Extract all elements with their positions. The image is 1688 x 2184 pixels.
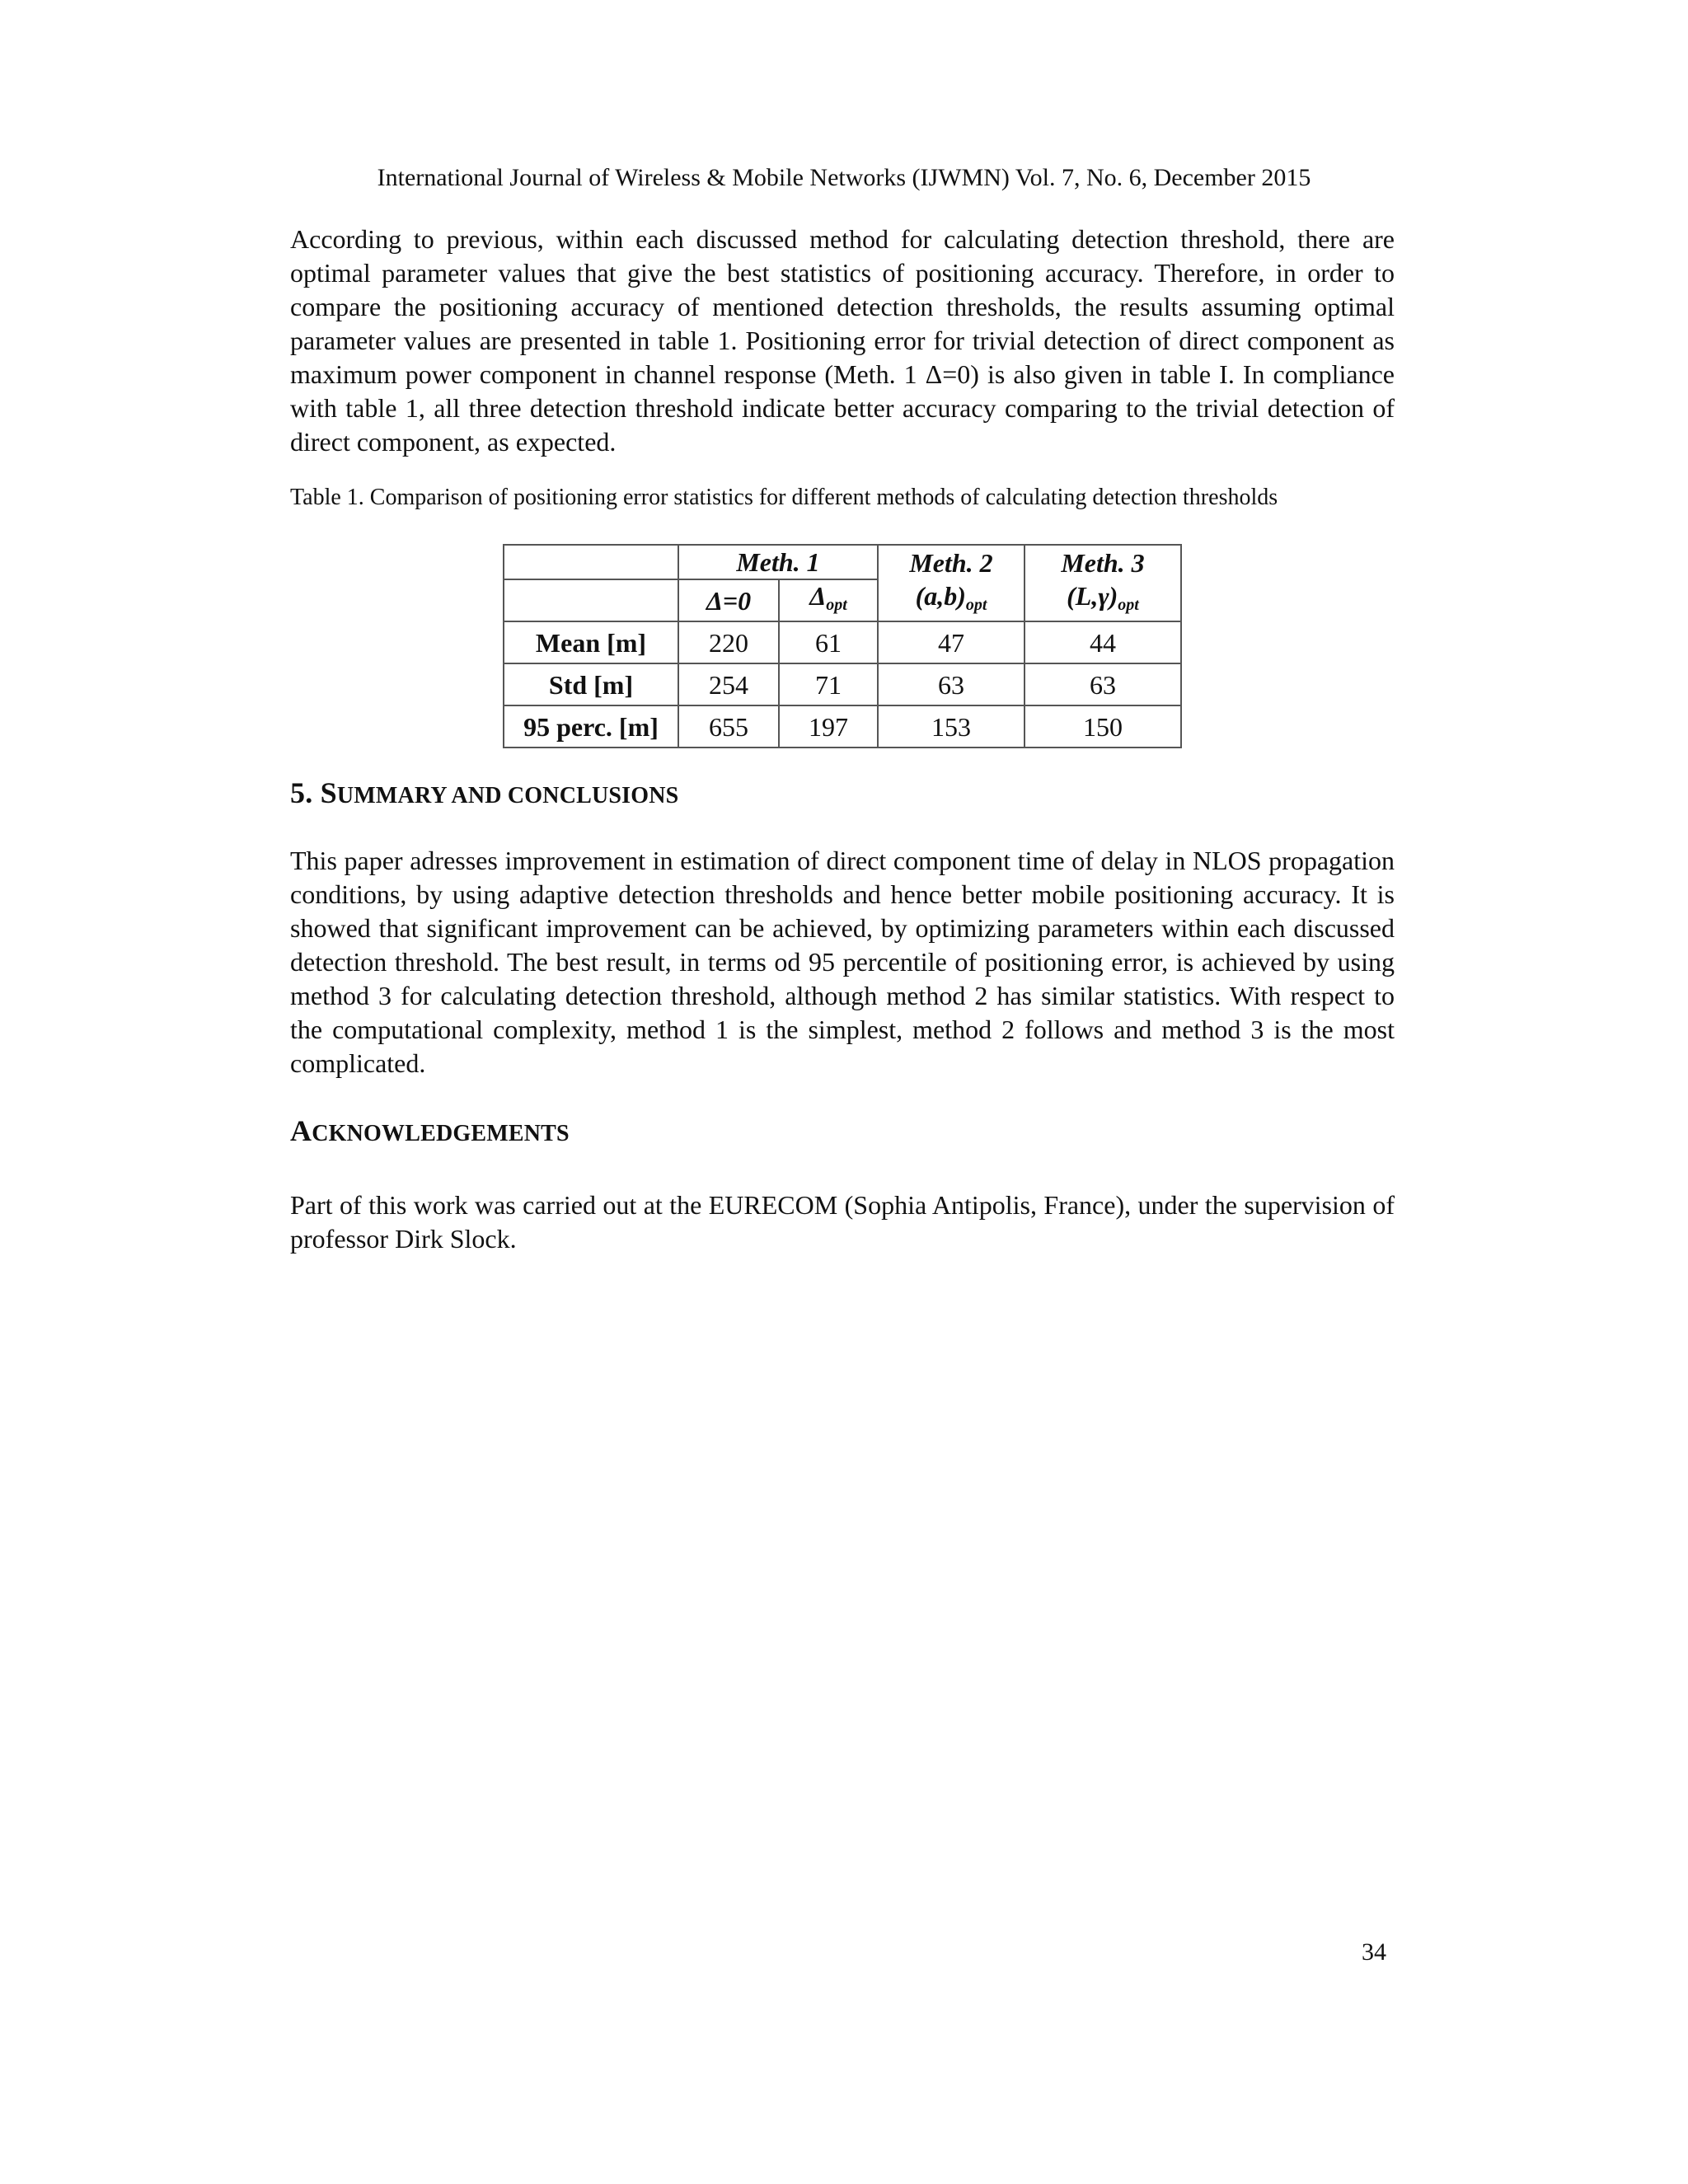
acknowledgements-paragraph: Part of this work was carried out at the EURECOM (Sophia Antipolis, France), under the supervision of professor Dirk Slock. <box>290 1190 1395 1254</box>
table-corner-cell <box>504 545 678 579</box>
header-meth-2: Meth. 2 <box>878 545 1025 579</box>
intro-paragraph: According to previous, within each discussed method for calculating detection threshold, there are optimal parameter values that give the best statistics of positioning accuracy. Therefore, in order to compare the positioning accuracy of mentioned detection thresholds, the results assuming optimal parameter values are presented in table 1. Positioning error for trivial detection of direct component as maximum power component in channel response (Meth. 1 Δ=0) is also given in table I. In compliance with table 1, all three detection threshold indicate better accuracy comparing to the trivial detection of direct component, as expected. <box>290 224 1395 457</box>
row-label-95-perc: 95 perc. [m] <box>504 705 678 748</box>
row-label-mean: Mean [m] <box>504 621 678 663</box>
section-heading-summary: 5. SUMMARY AND CONCLUSIONS <box>290 776 679 809</box>
table-header-row-params <box>504 579 1181 621</box>
subheader-delta-opt: $\Delta_{opt}$ <box>779 579 878 621</box>
table-cell: 71 <box>779 663 878 705</box>
table-cell: 47 <box>878 621 1025 663</box>
table-caption: Table 1. Comparison of positioning error statistics for different methods of calculating detection thresholds <box>290 485 1278 510</box>
header-meth-1: Meth. 1 <box>678 545 878 579</box>
table-row <box>504 705 1181 748</box>
running-head: International Journal of Wireless & Mobile Networks (IJWMN) Vol. 7, No. 6, December 2015 <box>377 164 1311 191</box>
results-table <box>503 544 1182 748</box>
table-cell: 63 <box>1025 663 1181 705</box>
table-row <box>504 663 1181 705</box>
table-header-row-groups <box>504 545 1181 579</box>
table-cell: 655 <box>678 705 779 748</box>
table-cell: 197 <box>779 705 878 748</box>
page-number: 34 <box>1362 1938 1386 1966</box>
table-cell: 153 <box>878 705 1025 748</box>
table-cell: 150 <box>1025 705 1181 748</box>
table-row <box>504 621 1181 663</box>
row-label-std: Std [m] <box>504 663 678 705</box>
table-cell: 63 <box>878 663 1025 705</box>
table-corner-cell-lower <box>504 579 678 621</box>
section-heading-acknowledgements: ACKNOWLEDGEMENTS <box>290 1114 570 1147</box>
header-meth-3: Meth. 3 <box>1025 545 1181 579</box>
subheader-ab-opt: $(a,b)_{opt}$ <box>878 579 1025 621</box>
table-cell: 44 <box>1025 621 1181 663</box>
table-cell: 220 <box>678 621 779 663</box>
table-cell: 254 <box>678 663 779 705</box>
table-cell: 61 <box>779 621 878 663</box>
subheader-lgamma-opt: $(L,\gamma)_{opt}$ <box>1025 579 1181 621</box>
subheader-delta-zero: Δ=0 <box>678 579 779 621</box>
summary-paragraph: This paper adresses improvement in estimation of direct component time of delay in NLOS propagation conditions, by using adaptive detection thresholds and hence better mobile positioning accuracy. It is showed that significant improvement can be achieved, by optimizing parameters within each discussed detection threshold. The best result, in terms od 95 percentile of positioning error, is achieved by using method 3 for calculating detection threshold, although method 2 has similar statistics. With respect to the computational complexity, method 1 is the simplest, method 2 follows and method 3 is the most complicated. <box>290 846 1395 1078</box>
